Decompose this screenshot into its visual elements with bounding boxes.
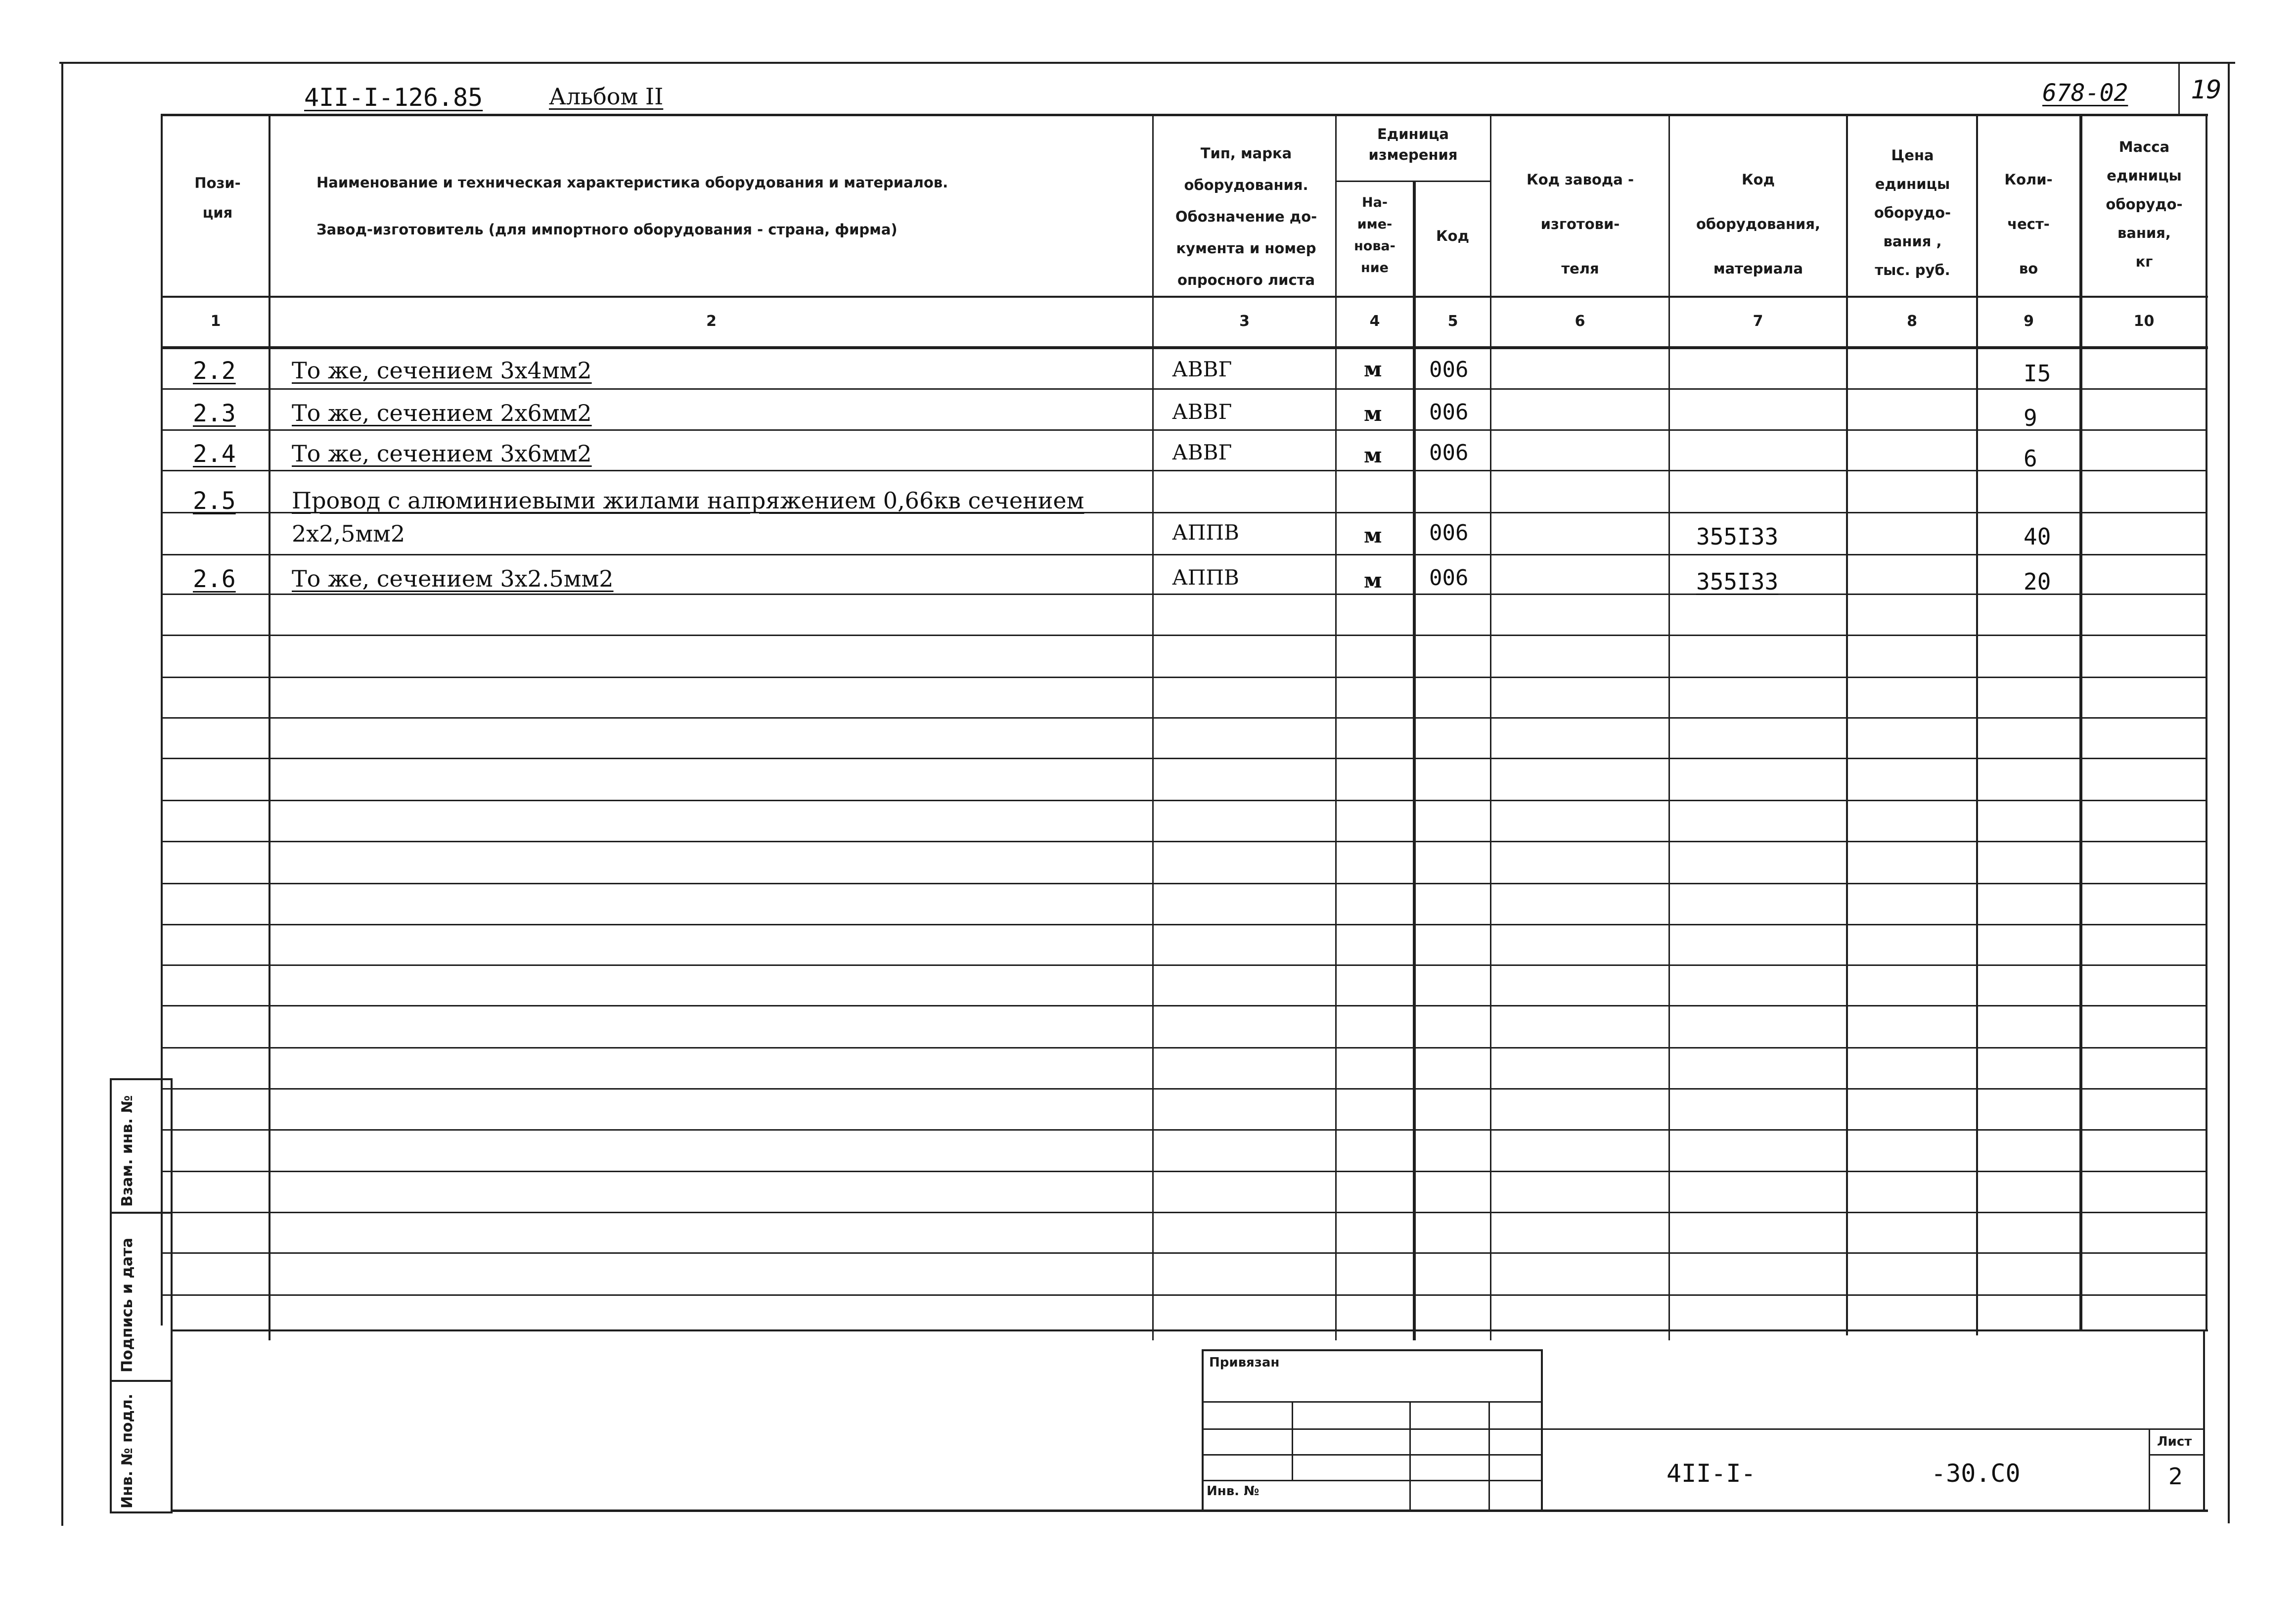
column-number: 5 <box>1447 313 1458 330</box>
unit-group-sub-line <box>1335 181 1491 182</box>
footer-doc-code: 4II-I- <box>1666 1459 1756 1488</box>
row-code: 006 <box>1429 357 1469 382</box>
row-name: То же, сечением 3х6мм2 <box>292 440 592 467</box>
col-line-3 <box>1335 114 1337 1340</box>
title-block-top <box>171 1329 2208 1331</box>
header-col2: Наименование и техническая характеристика оборудования и материалов. Завод-изготовитель (для импортного оборудования - страна, фирма) <box>316 174 948 238</box>
row-divider <box>163 717 2206 719</box>
row-divider <box>163 841 2206 842</box>
column-number: 2 <box>706 313 717 330</box>
doc-code-top: 4II-I-126.85 <box>304 83 483 112</box>
privyazan-row-2 <box>1202 1428 1543 1430</box>
row-unit: м <box>1364 402 1382 426</box>
column-number: 9 <box>2024 313 2034 330</box>
stamp-strip-left <box>110 1078 112 1513</box>
row-unit: м <box>1364 443 1382 467</box>
row-divider <box>163 1294 2206 1296</box>
row-code: 006 <box>1429 400 1469 425</box>
row-quantity: 6 <box>2024 445 2037 472</box>
row-divider <box>163 924 2206 925</box>
row-divider <box>163 1252 2206 1254</box>
row-unit: м <box>1364 357 1382 381</box>
row-name-continued: 2х2,5мм2 <box>292 520 405 547</box>
stamp-vzam-inv: Взам. инв. № <box>119 1095 136 1207</box>
row-material-code: 355I33 <box>1696 568 1779 595</box>
privyazan-col-2 <box>1409 1401 1411 1510</box>
row-name: То же, сечением 3х2.5мм2 <box>292 565 614 592</box>
row-type: АВВГ <box>1172 357 1232 381</box>
inv-number-label: Инв. № <box>1207 1484 1260 1499</box>
row-divider <box>163 964 2206 966</box>
row-divider <box>163 800 2206 801</box>
row-position: 2.5 <box>193 487 236 515</box>
row-type: АППВ <box>1172 565 1239 590</box>
sheet-box-divider <box>2149 1454 2204 1456</box>
row-code: 006 <box>1429 440 1469 465</box>
row-position: 2.2 <box>193 357 236 385</box>
album-label: Альбом II <box>549 83 664 110</box>
row-divider <box>163 1212 2206 1213</box>
row-unit: м <box>1364 568 1382 593</box>
row-divider <box>163 470 2206 471</box>
stamp-podpis-data: Подпись и дата <box>119 1237 136 1372</box>
privyazan-label: Привязан <box>1209 1355 1280 1370</box>
row-code: 006 <box>1429 520 1469 546</box>
stamp-divider-2 <box>110 1380 173 1382</box>
header-col9: Коли- чест- во <box>2004 171 2053 277</box>
row-divider <box>163 677 2206 678</box>
header-col3: Тип, марка оборудования. Обозначение до- кумента и номер опросного листа <box>1175 145 1317 288</box>
stamp-divider-1 <box>110 1212 173 1214</box>
row-position: 2.4 <box>193 440 236 468</box>
row-divider <box>163 758 2206 759</box>
column-number: 3 <box>1239 313 1250 330</box>
row-divider <box>163 635 2206 636</box>
header-col10: Масса единицы оборудо- вания, кг <box>2106 138 2183 270</box>
row-type: АППВ <box>1172 520 1239 545</box>
column-number: 10 <box>2133 313 2155 330</box>
privyazan-row-3 <box>1202 1454 1543 1456</box>
page-number: 19 <box>2191 75 2222 105</box>
sheet-number: 2 <box>2168 1463 2183 1490</box>
row-position: 2.3 <box>193 400 236 427</box>
column-number: 6 <box>1575 313 1585 330</box>
stamp-strip-bottom <box>110 1511 173 1513</box>
reference-number: 678-02 <box>2042 79 2128 107</box>
frame-left <box>61 62 63 1526</box>
privyazan-col-3 <box>1488 1401 1490 1510</box>
row-type: АВВГ <box>1172 440 1232 464</box>
row-position: 2.6 <box>193 565 236 593</box>
row-divider <box>163 388 2206 390</box>
row-quantity: 40 <box>2024 523 2051 550</box>
row-name: То же, сечением 2х6мм2 <box>292 400 592 426</box>
stamp-inv-podl: Инв. № подл. <box>119 1393 136 1509</box>
privyazan-top <box>1202 1349 1543 1351</box>
row-code: 006 <box>1429 565 1469 591</box>
row-name: Провод с алюминиевыми жилами напряжением 0,66кв сечением <box>292 487 1084 514</box>
colnum-bottom-line <box>161 346 2208 349</box>
stamp-strip-top <box>110 1078 173 1080</box>
column-number: 7 <box>1753 313 1763 330</box>
col-line-2 <box>1152 114 1154 1340</box>
col-line-1 <box>269 114 270 1340</box>
frame-top <box>59 62 2235 64</box>
header-col4: На- имe- нова- ние <box>1354 195 1396 275</box>
header-unit-group: Единица измерения <box>1368 126 1458 163</box>
row-divider <box>163 1171 2206 1172</box>
row-divider <box>163 594 2206 595</box>
column-number: 1 <box>210 313 221 330</box>
row-material-code: 355I33 <box>1696 523 1779 550</box>
privyazan-col-1 <box>1292 1401 1293 1480</box>
header-col7: Код оборудования, материала <box>1696 171 1821 277</box>
row-name: То же, сечением 3х4мм2 <box>292 357 592 384</box>
title-block-bottom <box>171 1509 2208 1512</box>
privyazan-row-4 <box>1202 1480 1543 1481</box>
row-unit: м <box>1364 523 1382 548</box>
sheet-box-left <box>2149 1428 2150 1511</box>
header-col1: Пози- ция <box>194 175 241 221</box>
row-quantity: I5 <box>2024 360 2051 387</box>
row-quantity: 9 <box>2024 405 2037 431</box>
privyazan-row-1 <box>1202 1401 1543 1403</box>
row-divider <box>163 1005 2206 1006</box>
row-divider <box>163 1129 2206 1131</box>
row-divider <box>163 1047 2206 1049</box>
header-col6: Код завода - изготови- теля <box>1527 171 1634 277</box>
row-quantity: 20 <box>2024 568 2051 595</box>
column-number: 4 <box>1369 313 1380 330</box>
frame-right <box>2228 62 2230 1523</box>
stamp-strip-right <box>171 1078 173 1513</box>
header-col5: Код <box>1436 228 1470 244</box>
header-col8: Цена единицы оборудо- вания , тыс. руб. <box>1874 147 1951 278</box>
sheet-label: Лист <box>2157 1434 2192 1449</box>
column-number: 8 <box>1907 313 1917 330</box>
row-divider <box>163 429 2206 431</box>
row-type: АВВГ <box>1172 400 1232 424</box>
title-block-right <box>2203 1329 2205 1511</box>
footer-doc-suffix: -30.С0 <box>1931 1459 2021 1488</box>
row-divider <box>163 883 2206 884</box>
row-divider <box>163 554 2206 555</box>
col-line-5 <box>1490 114 1491 1340</box>
code-block-top <box>1541 1428 2204 1430</box>
col-line-6 <box>1668 114 1670 1340</box>
page-number-divider <box>2178 63 2180 115</box>
col-line-4 <box>1413 181 1416 1340</box>
header-bottom-line <box>161 296 2208 298</box>
row-divider <box>163 1088 2206 1090</box>
table-top <box>161 114 2208 116</box>
